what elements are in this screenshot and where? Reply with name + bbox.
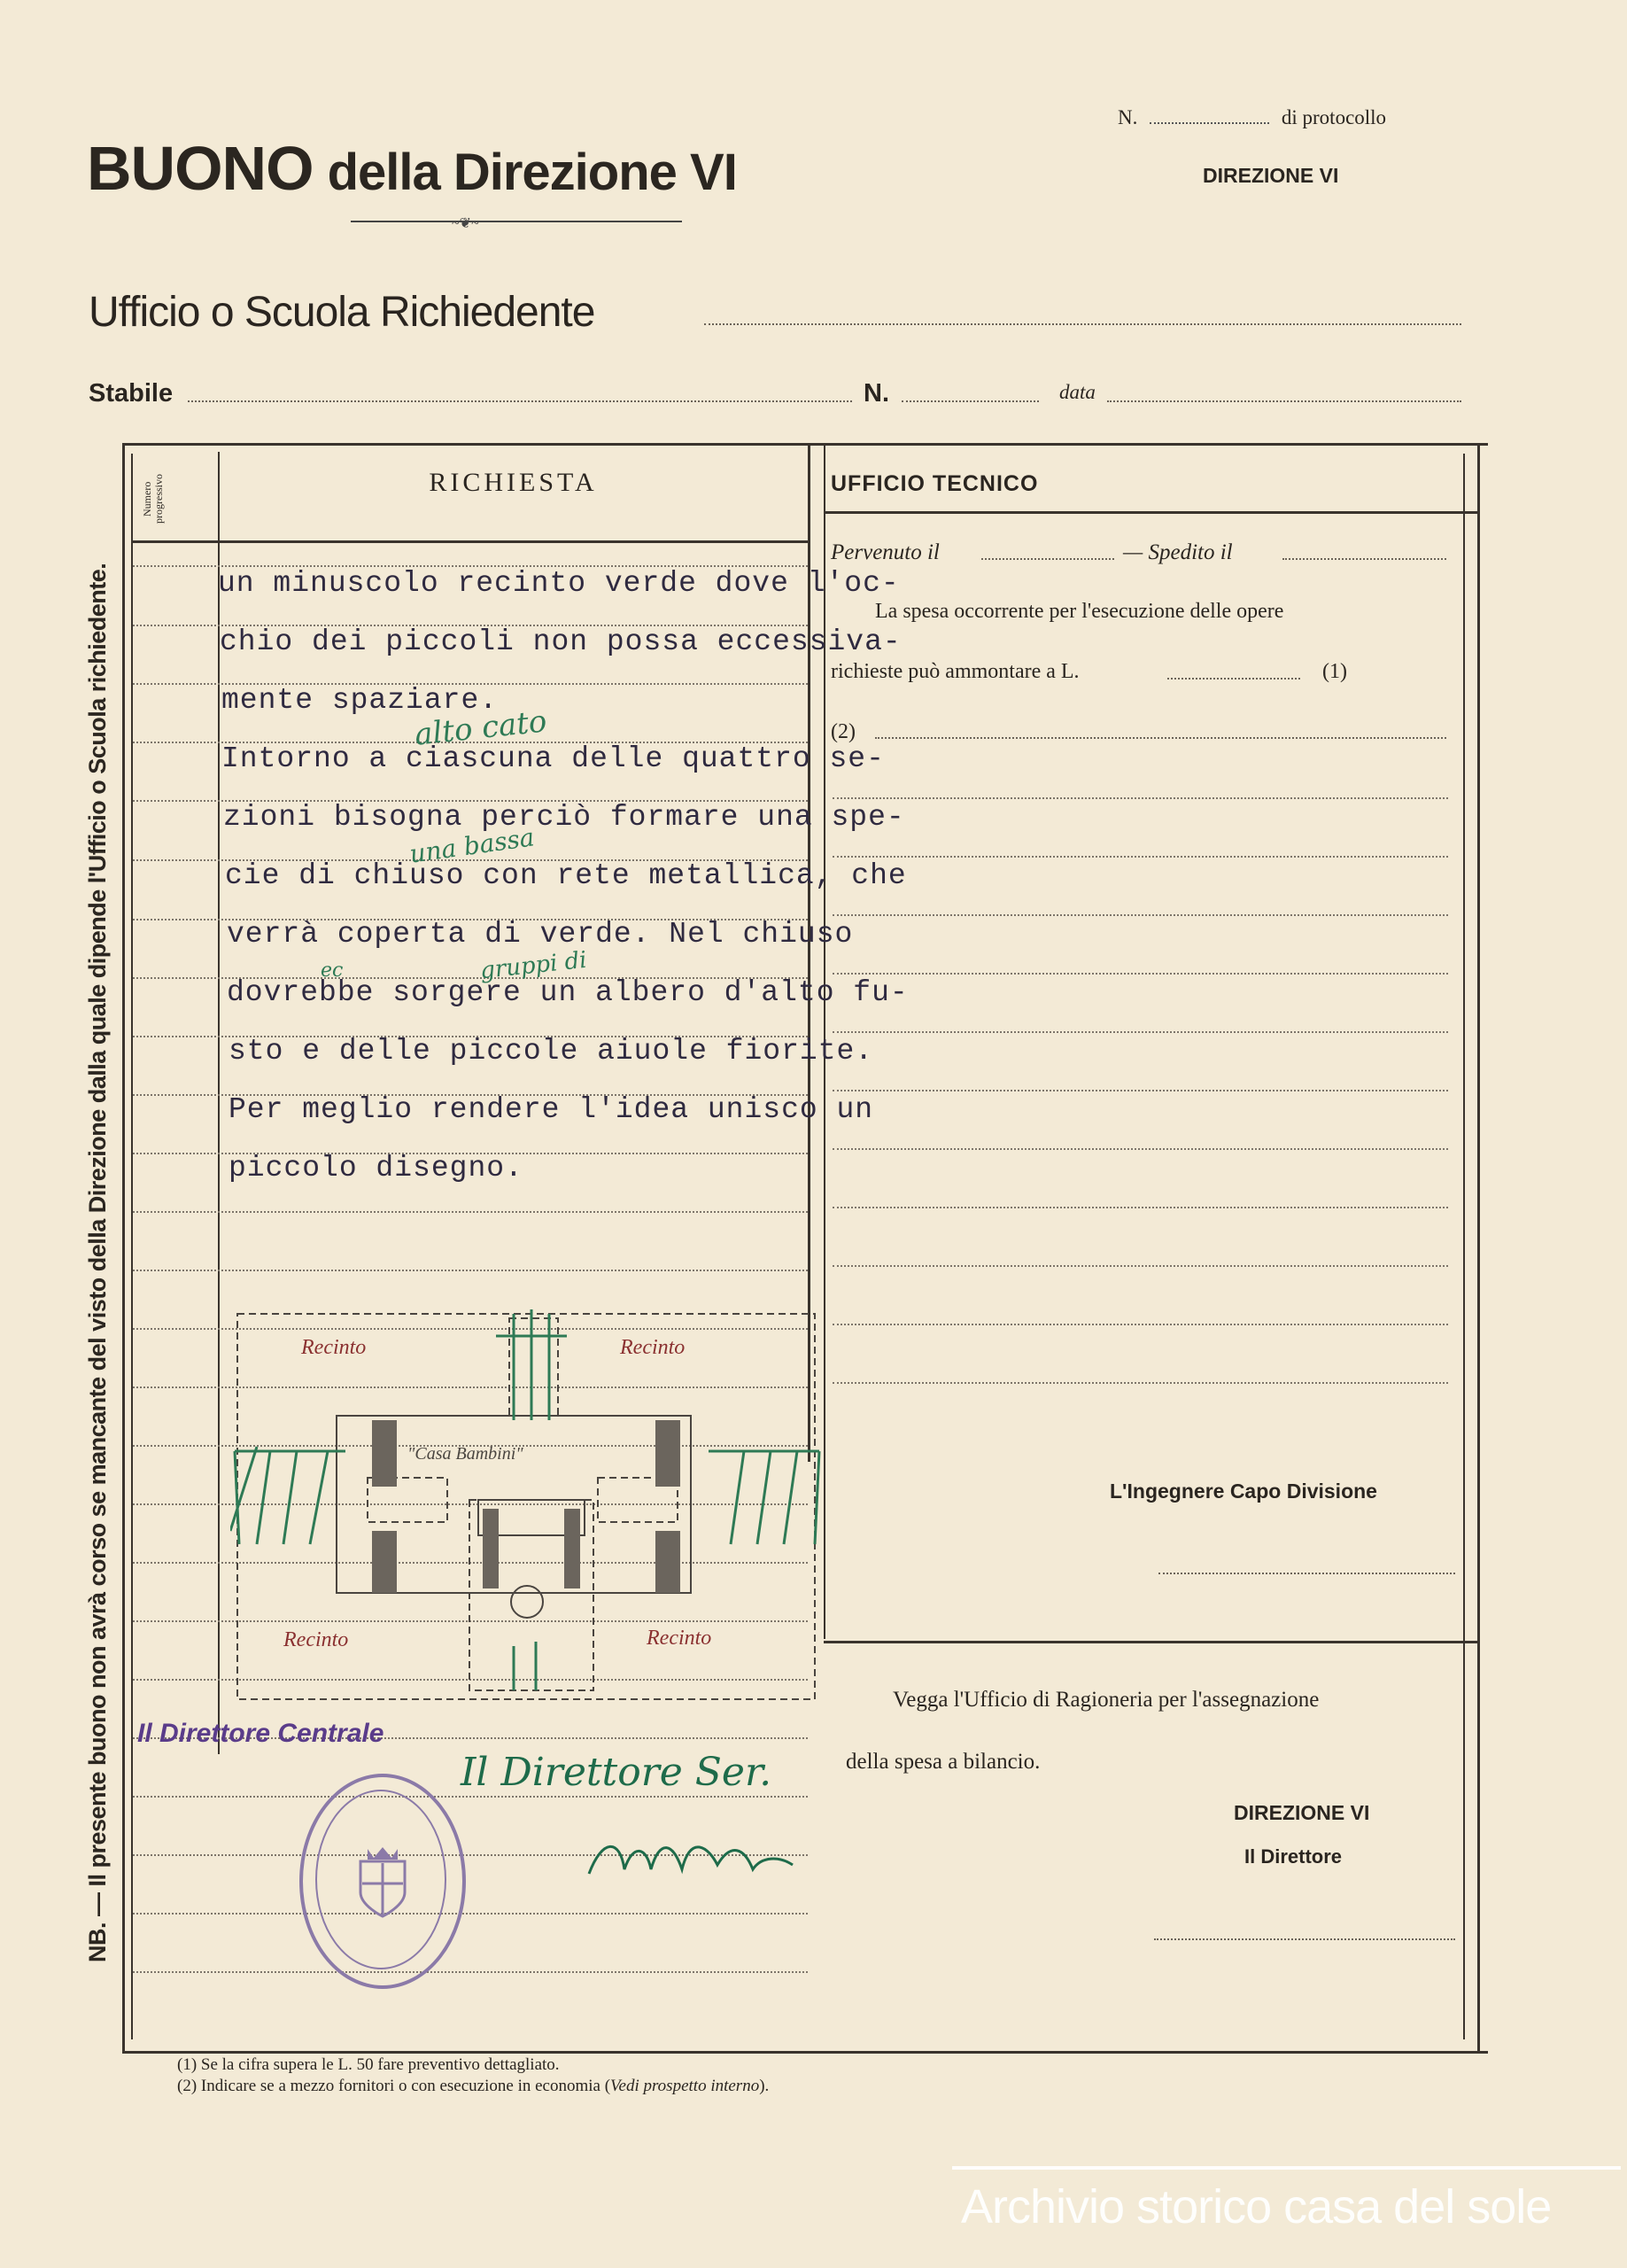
direction-label: DIREZIONE VI [1203,164,1339,187]
request-line: Per meglio rendere l'idea unisco un [229,1093,874,1126]
number-column-header: Numero progressivo [141,474,165,524]
ruled-line [833,856,1448,858]
right-header-rule [824,511,1477,514]
ruled-line [133,1971,808,1973]
right-section-rule [824,1641,1477,1643]
request-line: piccolo disegno. [229,1152,523,1184]
protocol-suffix: di protocollo [1281,106,1387,128]
footnote-2-start: (2) Indicare se a mezzo fornitori o con esecuzione in economia ( [177,2077,611,2095]
vegga-line-2: della spesa a bilancio. [846,1750,1041,1774]
title-rule-right [523,221,682,222]
watermark-rule [952,2166,1621,2170]
data-field [1107,400,1461,402]
ruled-line [133,1211,808,1213]
request-line: un minuscolo recinto verde dove l'oc- [218,567,900,600]
spesa-line-2: richieste può ammontare a L. [831,660,1080,683]
sketch-label-casa: "Casa Bambini" [407,1444,523,1464]
ingegnere-label: L'Ingegnere Capo Divisione [1110,1480,1377,1503]
title-buono: BUONO [87,134,314,203]
direzione-label: DIREZIONE VI [1234,1801,1370,1824]
sketch-label-recinto-br: Recinto [647,1627,712,1650]
ruled-line [833,1148,1448,1150]
protocol-number-field [1150,122,1269,124]
request-line: cie di chiuso con rete metallica, che [225,859,907,892]
ruled-line [133,1913,808,1915]
data-label: data [1059,381,1096,403]
ruled-line [833,797,1448,799]
footnote-2 [177,2077,769,2096]
office-field [704,323,1461,325]
ref2-field [875,737,1446,739]
title-rest: della Direzione VI [327,144,737,201]
ruled-line [833,973,1448,975]
right-ruled-area [833,797,1448,1453]
n-label: N. [864,379,889,408]
footnote-2-end: ). [759,2077,770,2095]
request-line: chio dei piccoli non possa eccessiva- [220,625,902,658]
footnote-2-italic: Vedi prospetto interno [610,2077,760,2095]
pervenuto-label: Pervenuto il [831,540,940,564]
ruled-line [133,1796,808,1798]
ruled-line [833,1324,1448,1325]
seal-crest-icon [352,1844,414,1919]
municipal-seal [299,1774,466,1989]
request-line: mente spaziare. [221,684,499,717]
stabile-field [188,400,852,402]
request-column-header: RICHIESTA [429,468,598,497]
title-ornament: ~❦~ [452,216,479,231]
ruled-line [833,1090,1448,1091]
footnote-1: (1) Se la cifra supera le L. 50 fare preventivo dettagliato. [177,2055,560,2074]
director-stamp: Il Direttore Centrale [137,1719,384,1748]
ufficio-tecnico-heading: UFFICIO TECNICO [831,471,1039,496]
sketch-label-recinto-tr: Recinto [620,1336,686,1359]
request-line: Intorno a ciascuna delle quattro se- [221,742,885,775]
handwritten-note-una-bassa: una bassa [407,822,537,869]
direttore-label: Il Direttore [1244,1845,1343,1868]
pervenuto-field [981,558,1114,560]
frame-left-border [122,443,125,2051]
request-line: sto e delle piccole aiuole fiorite. [229,1035,874,1068]
amount-field [1167,678,1300,680]
ref-2: (2) [831,720,856,743]
ruled-line [833,1382,1448,1384]
n-field [902,400,1039,402]
direttore-signature-field [1154,1938,1455,1940]
ingegnere-signature-field [1158,1573,1455,1574]
request-line: dovrebbe sorgere un albero d'alto fu- [227,976,909,1009]
sketch-label-recinto-tl: Recinto [301,1336,367,1359]
stabile-label: Stabile [89,379,174,408]
office-label: Ufficio o Scuola Richiedente [89,289,595,336]
ruled-line [133,1270,808,1271]
side-note: NB. — Il presente buono non avrà corso se mancante del visto della Direzione dalla quale dipende l'Ufficio o Scuola richiedente. [84,563,111,1962]
handwritten-note-ec: ec [321,959,344,982]
signature-scribble [585,1829,797,1891]
vegga-line-1: Vegga l'Ufficio di Ragioneria per l'assegnazione [893,1688,1320,1712]
spedito-label: — Spedito il [1123,540,1233,564]
sketch-label-recinto-bl: Recinto [283,1628,349,1651]
protocol-line [1118,106,1386,129]
request-line: verrà coperta di verde. Nel chiuso [227,918,854,951]
handwritten-note-alto-cato: alto cato [413,703,549,753]
right-inner-border [1463,454,1465,2039]
page-title [87,133,737,204]
ruled-line [833,1207,1448,1208]
protocol-n-label: N. [1118,106,1138,128]
request-line: zioni bisogna perciò formare una spe- [223,801,905,834]
handwritten-note-gruppi-di: gruppi di [478,946,588,985]
ruled-line [833,1031,1448,1033]
spedito-field [1282,558,1446,560]
site-sketch [230,1309,824,1704]
spesa-line-1: La spesa occorrente per l'esecuzione delle opere [875,600,1284,623]
watermark-text: Archivio storico casa del sole [961,2180,1552,2233]
ruled-line [833,914,1448,916]
signature-note: Il Direttore Ser. [461,1750,772,1795]
ref-1: (1) [1322,660,1347,683]
ruled-line [833,1265,1448,1267]
frame-right-border [1477,443,1480,2051]
